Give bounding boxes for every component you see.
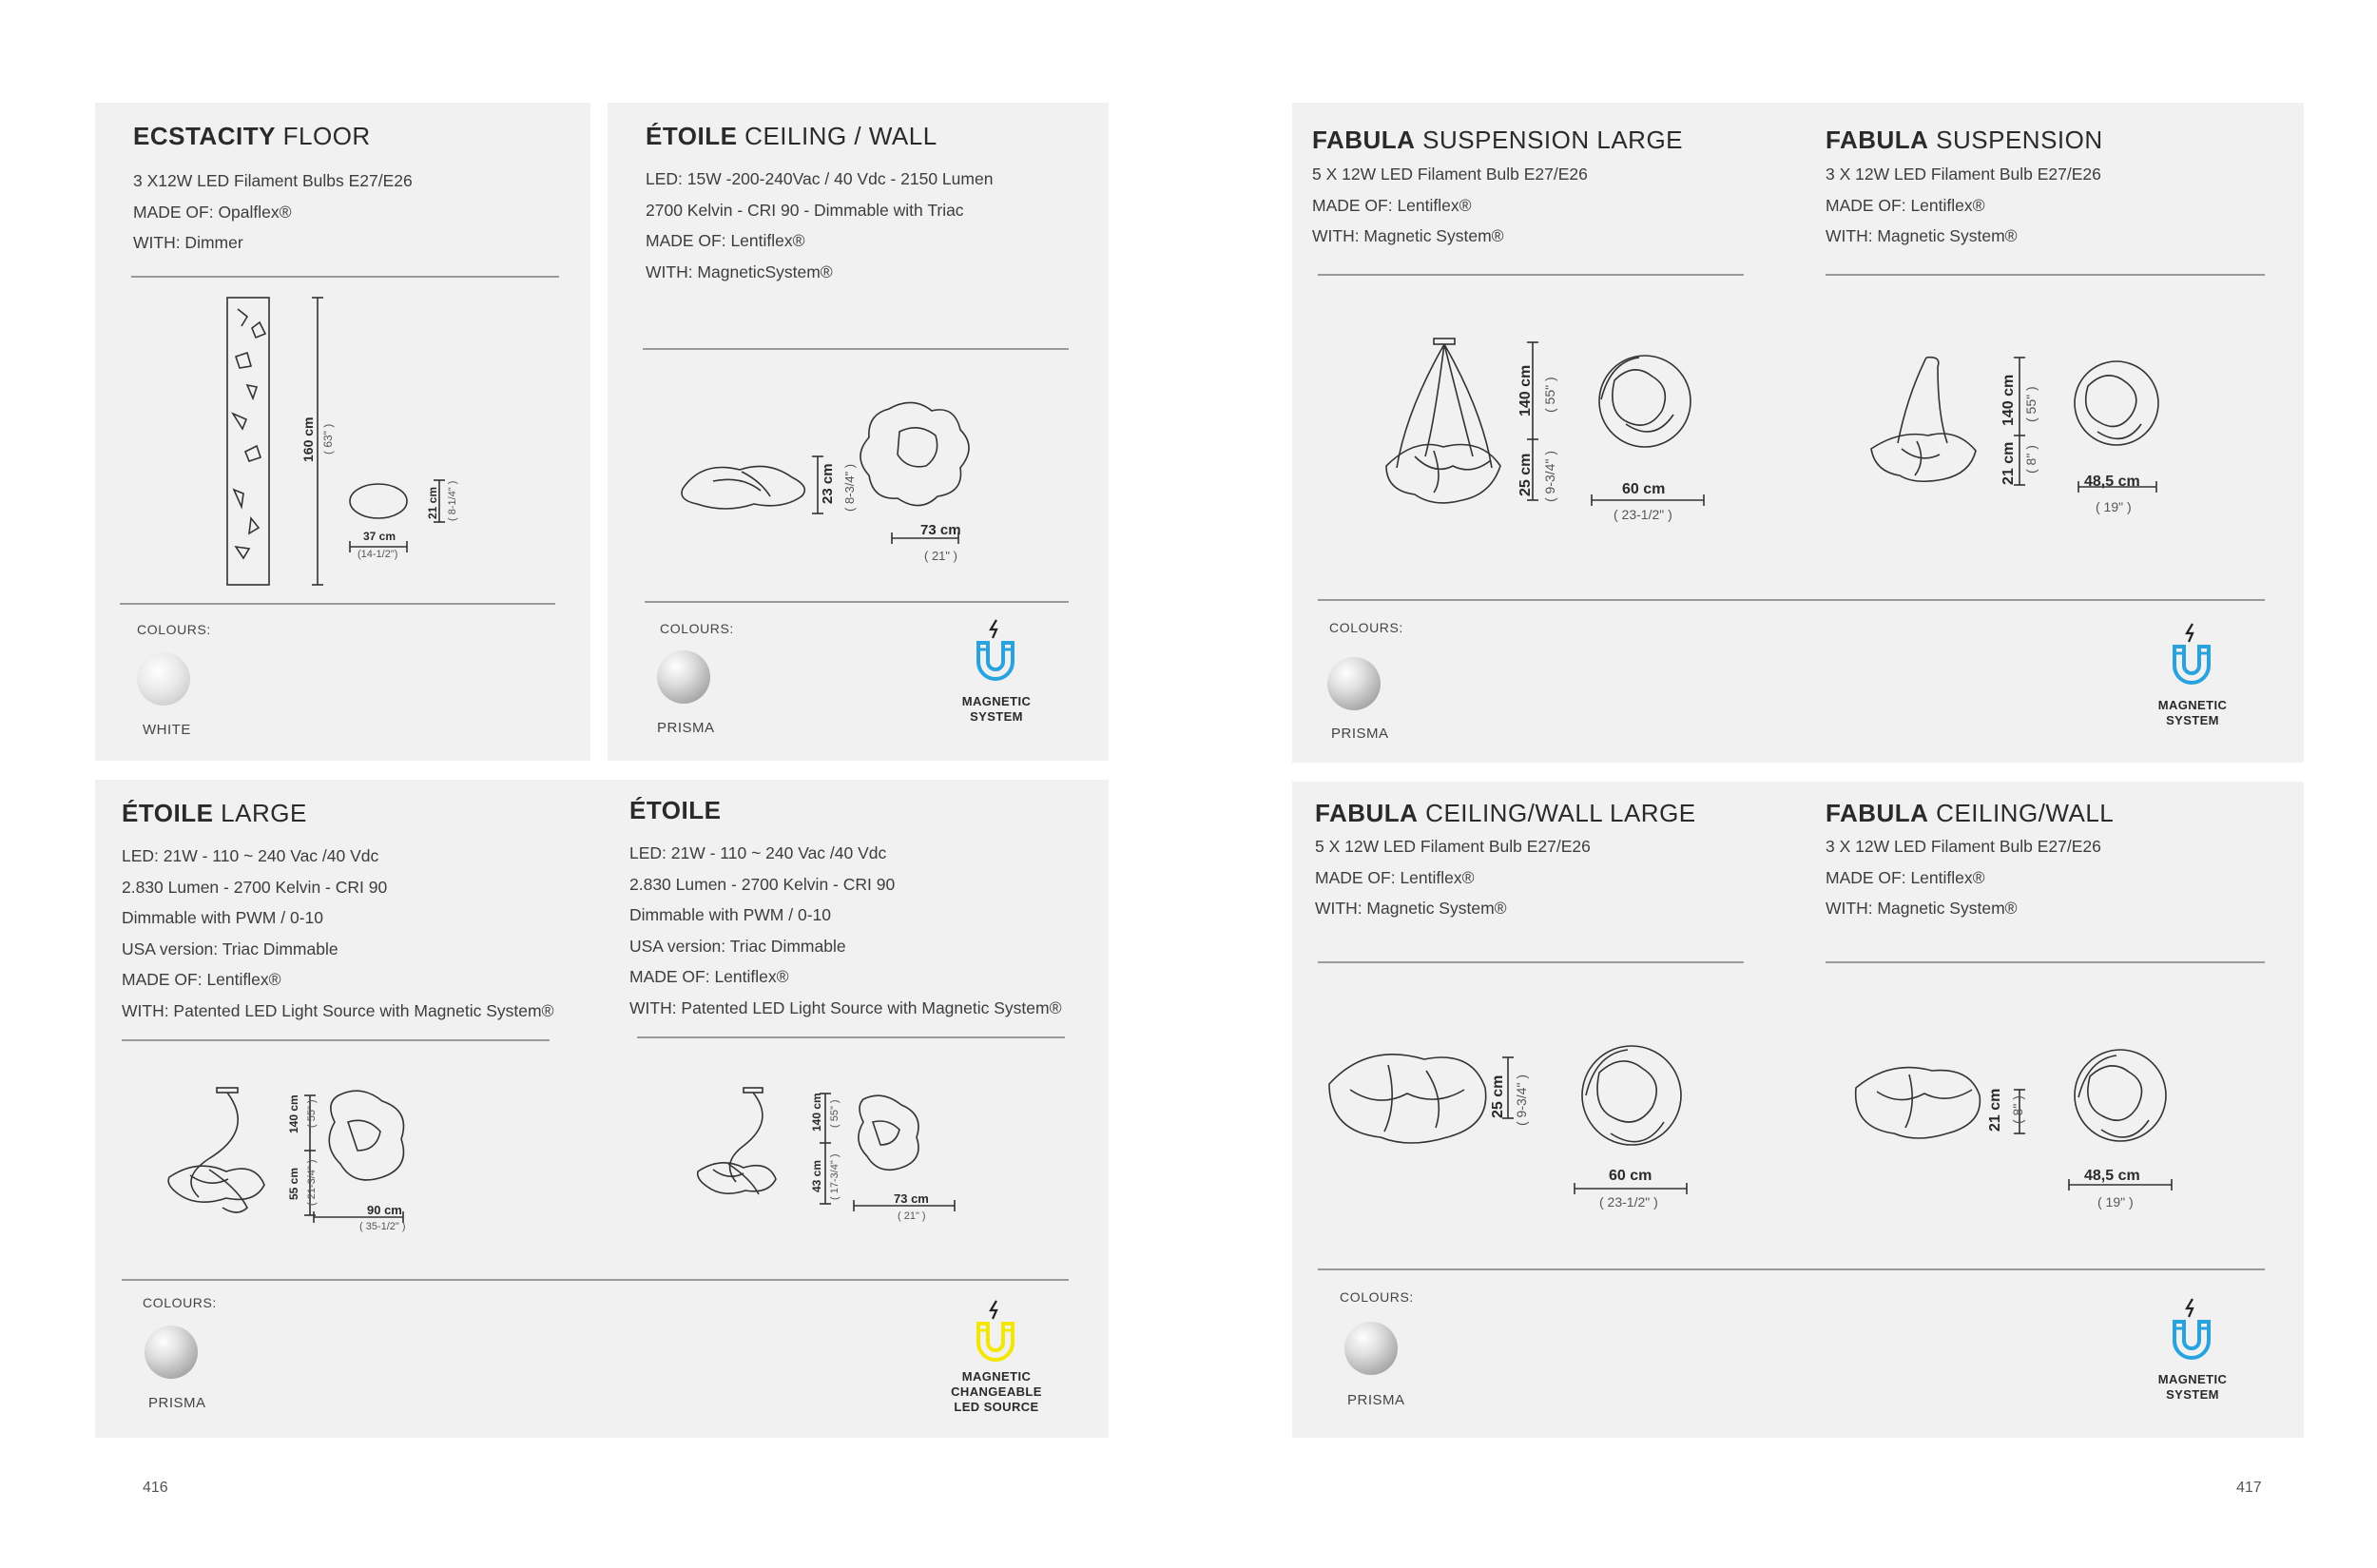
divider xyxy=(1318,1268,2265,1270)
colour-swatch-prisma[interactable] xyxy=(145,1326,198,1379)
product-title xyxy=(122,799,307,828)
dim-width: 73 cm xyxy=(920,522,961,538)
magnet-label-line: MAGNETIC xyxy=(961,694,1032,708)
magnet-label-line: SYSTEM xyxy=(2166,713,2219,727)
product-name-rest: SUSPENSION LARGE xyxy=(1415,126,1684,154)
colours-label: COLOURS: xyxy=(1340,1289,1414,1305)
product-specs xyxy=(133,165,413,259)
spec-line: MADE OF: Lentiflex® xyxy=(1315,867,1475,887)
colours-label: COLOURS: xyxy=(660,621,734,636)
page-number-left: 416 xyxy=(143,1480,168,1496)
divider xyxy=(131,276,559,278)
product-title xyxy=(646,122,937,151)
magnetic-changeable-led-icon xyxy=(974,1299,1017,1367)
dim-width-in: (14-1/2") xyxy=(358,549,398,560)
spec-line: 5 X 12W LED Filament Bulb E27/E26 xyxy=(1315,837,1591,856)
product-specs xyxy=(1312,159,1588,252)
product-title xyxy=(1312,126,1683,155)
dim-width-in: ( 23-1/2" ) xyxy=(1614,507,1672,522)
colour-swatch-prisma[interactable] xyxy=(1344,1322,1398,1375)
dim-width: 48,5 cm xyxy=(2084,1168,2140,1184)
spec-line: MADE OF: Lentiflex® xyxy=(646,231,805,250)
magnet-label-line: MAGNETIC xyxy=(2157,698,2228,712)
dim-width-in: ( 21" ) xyxy=(924,549,957,563)
dim-width: 90 cm xyxy=(367,1203,402,1217)
dim-width-in: ( 23-1/2" ) xyxy=(1599,1194,1658,1210)
colours-label: COLOURS: xyxy=(137,622,211,637)
divider xyxy=(120,603,555,605)
dim-height2-in: ( 17-3/4" ) xyxy=(829,1153,841,1200)
spec-line: WITH: Magnetic System® xyxy=(1315,899,1507,918)
dim-height2: 25 cm xyxy=(1517,453,1534,496)
product-name-bold: FABULA xyxy=(1315,799,1419,827)
colours-label: COLOURS: xyxy=(1329,620,1403,635)
dim-height-in: ( 55" ) xyxy=(2023,386,2039,422)
dim-height2-in: ( 21-3/4" ) xyxy=(306,1159,318,1206)
spec-line: MADE OF: Lentiflex® xyxy=(1826,195,1985,215)
divider xyxy=(122,1039,550,1041)
dim-width: 73 cm xyxy=(894,1191,929,1206)
spec-line: MADE OF: Opalflex® xyxy=(133,202,292,222)
spec-line: 3 X 12W LED Filament Bulb E27/E26 xyxy=(1826,165,2101,184)
spec-line: Dimmable with PWM / 0-10 xyxy=(122,908,323,927)
dim-height: 21 cm xyxy=(1987,1088,2003,1132)
product-name-rest: CEILING / WALL xyxy=(737,122,937,150)
product-specs xyxy=(122,841,553,1026)
dim-width-in: ( 19" ) xyxy=(2097,1194,2134,1210)
dim-height: 140 cm xyxy=(810,1093,823,1132)
magnet-label-line: MAGNETIC xyxy=(961,1369,1032,1384)
spec-line: USA version: Triac Dimmable xyxy=(629,936,846,956)
dim-width: 60 cm xyxy=(1622,481,1666,497)
divider xyxy=(1826,274,2265,276)
spec-line: MADE OF: Lentiflex® xyxy=(122,970,281,989)
spec-line: 3 X 12W LED Filament Bulb E27/E26 xyxy=(1826,837,2101,856)
product-title xyxy=(1826,799,2114,828)
spec-line: WITH: MagneticSystem® xyxy=(646,261,833,281)
product-title xyxy=(133,122,371,151)
product-name-rest: SUSPENSION xyxy=(1928,126,2103,154)
dim-width: 60 cm xyxy=(1609,1168,1652,1184)
product-name-bold: FABULA xyxy=(1826,799,1929,827)
product-name-bold: ÉTOILE xyxy=(646,122,738,150)
product-name-rest: FLOOR xyxy=(275,122,371,150)
magnet-label-line: SYSTEM xyxy=(970,709,1023,724)
dim-height-in: ( 63" ) xyxy=(321,423,335,455)
spec-line: LED: 21W - 110 ~ 240 Vac /40 Vdc xyxy=(629,843,887,862)
product-title xyxy=(629,796,721,825)
magnetic-system-icon xyxy=(2170,622,2213,690)
magnet-label-line: LED SOURCE xyxy=(954,1400,1039,1414)
colour-name: PRISMA xyxy=(1331,726,1389,742)
spec-line: Dimmable with PWM / 0-10 xyxy=(629,905,831,924)
fabula-ceiling-large-drawing xyxy=(1322,1042,1702,1213)
divider xyxy=(637,1036,1065,1038)
dim-height2-in: ( 9-3/4" ) xyxy=(1542,451,1557,502)
dim-width-in: ( 19" ) xyxy=(2096,499,2132,514)
divider xyxy=(1318,274,1744,276)
product-specs xyxy=(1826,159,2101,252)
product-specs xyxy=(629,838,1061,1023)
spec-line: 2.830 Lumen - 2700 Kelvin - CRI 90 xyxy=(122,877,388,897)
dim-height2-in: ( 8-1/4" ) xyxy=(447,480,458,521)
spec-line: WITH: Patented LED Light Source with Magnetic System® xyxy=(629,997,1062,1017)
spec-line: MADE OF: Lentiflex® xyxy=(1312,195,1472,215)
magnetic-system-label xyxy=(2153,1372,2232,1403)
dim-height2: 55 cm xyxy=(287,1167,300,1200)
product-name-rest: CEILING/WALL LARGE xyxy=(1418,799,1696,827)
product-name-bold: FABULA xyxy=(1826,126,1929,154)
dim-height: 140 cm xyxy=(1517,364,1534,416)
dim-height-in: ( 55" ) xyxy=(829,1099,841,1128)
divider xyxy=(122,1279,1069,1281)
spec-line: 2.830 Lumen - 2700 Kelvin - CRI 90 xyxy=(629,874,896,894)
spec-line: 3 X12W LED Filament Bulbs E27/E26 xyxy=(133,171,413,190)
divider xyxy=(1318,961,1744,963)
spec-line: WITH: Magnetic System® xyxy=(1826,226,2018,245)
product-name-bold: ÉTOILE xyxy=(629,796,722,824)
divider xyxy=(1318,599,2265,601)
dim-height-in: ( 9-3/4" ) xyxy=(1514,1074,1529,1126)
dim-height-in: ( 55" ) xyxy=(306,1099,318,1128)
dim-height2: 21 cm xyxy=(426,486,439,519)
magnetic-changeable-label xyxy=(947,1369,1046,1415)
divider xyxy=(643,348,1069,350)
page-number-right: 417 xyxy=(2236,1480,2262,1496)
dim-height: 160 cm xyxy=(300,416,316,462)
product-name-bold: FABULA xyxy=(1312,126,1416,154)
magnetic-system-icon xyxy=(974,618,1017,687)
dim-height: 23 cm xyxy=(820,463,836,504)
product-specs xyxy=(1826,831,2101,924)
colours-label: COLOURS: xyxy=(143,1295,217,1310)
product-title xyxy=(1315,799,1696,828)
spec-line: WITH: Magnetic System® xyxy=(1826,899,2018,918)
spec-line: MADE OF: Lentiflex® xyxy=(629,967,789,986)
dim-height-in: ( 8" ) xyxy=(2010,1095,2025,1124)
dim-height-in: ( 8-3/4" ) xyxy=(842,463,857,512)
magnetic-system-label xyxy=(957,694,1036,725)
spec-line: MADE OF: Lentiflex® xyxy=(1826,867,1985,887)
colour-swatch-prisma[interactable] xyxy=(657,650,710,704)
colour-name: PRISMA xyxy=(148,1395,206,1411)
spec-line: 5 X 12W LED Filament Bulb E27/E26 xyxy=(1312,165,1588,184)
magnet-label-line: CHANGEABLE xyxy=(951,1384,1042,1399)
dim-height: 140 cm xyxy=(2000,374,2017,426)
spec-line: 2700 Kelvin - CRI 90 - Dimmable with Triac xyxy=(646,200,964,220)
spec-line: WITH: Dimmer xyxy=(133,233,243,252)
spec-line: WITH: Magnetic System® xyxy=(1312,226,1504,245)
dim-width-in: ( 35-1/2" ) xyxy=(359,1221,406,1232)
fabula-ceiling-drawing xyxy=(1848,1042,2210,1213)
dim-width: 37 cm xyxy=(363,530,396,543)
magnetic-system-label xyxy=(2153,698,2232,728)
product-name-bold: ECSTACITY xyxy=(133,122,276,150)
dim-height: 140 cm xyxy=(287,1094,300,1133)
dim-height2-in: ( 8" ) xyxy=(2023,445,2039,474)
colour-name: PRISMA xyxy=(657,720,715,736)
divider xyxy=(645,601,1069,603)
product-title xyxy=(1826,126,2103,155)
colour-swatch-prisma[interactable] xyxy=(1327,657,1381,710)
dim-height2: 21 cm xyxy=(2000,441,2017,485)
magnetic-system-icon xyxy=(2170,1297,2213,1365)
colour-swatch-white[interactable] xyxy=(137,652,190,706)
dim-height: 25 cm xyxy=(1490,1074,1506,1118)
product-name-rest: LARGE xyxy=(213,799,307,827)
divider xyxy=(1826,961,2265,963)
dim-width: 48,5 cm xyxy=(2084,474,2140,490)
spec-line: WITH: Patented LED Light Source with Magnetic System® xyxy=(122,1000,554,1020)
product-specs xyxy=(1315,831,1591,924)
magnet-label-line: SYSTEM xyxy=(2166,1387,2219,1402)
dim-height2: 43 cm xyxy=(810,1159,823,1192)
product-name-bold: ÉTOILE xyxy=(122,799,214,827)
magnet-label-line: MAGNETIC xyxy=(2157,1372,2228,1386)
spec-line: LED: 15W -200-240Vac / 40 Vdc - 2150 Lumen xyxy=(646,169,994,188)
product-specs xyxy=(646,164,993,287)
spec-line: USA version: Triac Dimmable xyxy=(122,939,338,958)
product-name-rest: CEILING/WALL xyxy=(1928,799,2115,827)
spec-line: LED: 21W - 110 ~ 240 Vac /40 Vdc xyxy=(122,846,379,865)
colour-name: WHITE xyxy=(143,722,191,738)
dim-width-in: ( 21" ) xyxy=(898,1210,926,1222)
colour-name: PRISMA xyxy=(1347,1392,1405,1408)
dim-height-in: ( 55" ) xyxy=(1542,377,1557,413)
